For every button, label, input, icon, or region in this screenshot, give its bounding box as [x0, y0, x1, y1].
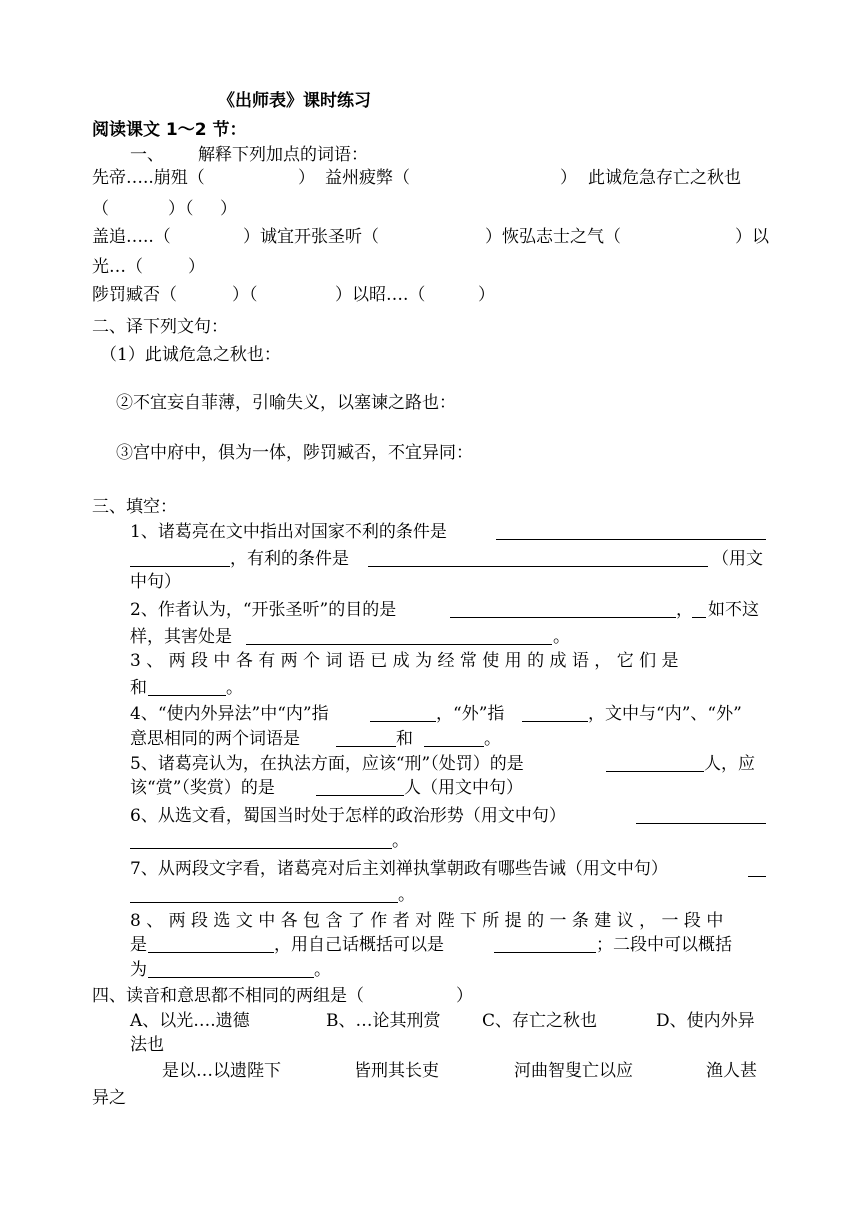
answer-blank[interactable]	[148, 673, 226, 696]
part3-q4-text4: 意思相同的两个词语是	[130, 729, 300, 749]
part1-row4	[0, 252, 860, 282]
part4-heading-close: ）	[456, 986, 473, 1006]
part3-q8-end: 。	[314, 960, 331, 980]
part4-row4	[0, 1083, 860, 1113]
answer-blank[interactable]	[336, 724, 396, 747]
answer-blank[interactable]	[148, 930, 274, 953]
answer-blank[interactable]	[636, 801, 766, 824]
option-c-pair: 河曲智叟亡以应	[514, 1061, 633, 1081]
part1-row3-item3: ）恢弘志士之气（	[485, 227, 621, 247]
part3-q8-as: 为	[130, 960, 147, 980]
part3-q2-text3: 样，其害处是	[130, 627, 232, 647]
part1-row5-item1: 陟罚臧否（	[92, 285, 177, 305]
part3-q7-text: 7、从两段文字看，诸葛亮对后主刘禅执掌朝政有哪些告诫（用文中句）	[130, 859, 668, 879]
part4-heading: 四、读音和意思都不相同的两组是（	[92, 986, 364, 1006]
part2-q3: ③宫中府中，俱为一体，陟罚臧否，不宜异同：	[116, 443, 473, 463]
option-c: C、存亡之秋也	[482, 1011, 598, 1031]
section-intro: 阅读课文 1～2 节：	[92, 120, 247, 140]
option-d-pair: 渔人甚	[706, 1061, 757, 1081]
part2-q2: ②不宜妄自菲薄，引喻失义，以塞谏之路也：	[116, 393, 456, 413]
part1-row1	[0, 163, 860, 193]
part3-q5-text2: 人，应	[704, 754, 755, 774]
part1-row3-item2: ）诚宜开张圣听（	[243, 227, 379, 247]
part1-row1-close1: ）	[298, 168, 315, 188]
page-title: 《出师表》课时练习	[218, 91, 371, 111]
part3-q1-text: 1、诸葛亮在文中指出对国家不利的条件是	[130, 522, 447, 542]
part2-q2-line	[0, 388, 860, 418]
answer-blank[interactable]	[748, 854, 766, 877]
part3-q6-text: 6、从选文看，蜀国当时处于怎样的政治形势（用文中句）	[130, 806, 566, 826]
part3-q2-text2: 如不这	[708, 600, 759, 620]
part3-q3-text: 3 、 两 段 中 各 有 两 个 词 语 已 成 为 经 常 使 用 的 成 语 ， 它 们 是	[130, 651, 679, 671]
part3-q2-comma: ，	[676, 600, 693, 620]
answer-blank[interactable]	[606, 749, 704, 772]
answer-blank[interactable]	[130, 826, 392, 849]
option-d-pair-cont: 异之	[92, 1088, 126, 1108]
part3-q4-end: 。	[484, 729, 501, 749]
part3-q4-text3: ，文中与“内”、“外”	[588, 704, 742, 724]
part1-row2	[0, 194, 860, 224]
answer-blank[interactable]	[246, 622, 552, 645]
part1-row3-item4: ）以	[735, 227, 769, 247]
part1-row5-mid1: ）（	[232, 285, 258, 305]
part3-q1-text4: 中句）	[130, 572, 181, 592]
part3-q6-end: 。	[392, 831, 409, 851]
part3-q1-text2: ，有利的条件是	[230, 549, 349, 569]
option-a-pair: 是以…以遗陛下	[162, 1061, 281, 1081]
title-line	[0, 86, 860, 116]
answer-blank[interactable]	[424, 724, 484, 747]
part1-row1-item3: 此诚危急存亡之秋也	[588, 168, 741, 188]
part3-q3-and: 和	[130, 678, 147, 698]
part2-q1-line	[0, 340, 860, 370]
part1-row5-item2: ）以昭….（	[335, 285, 426, 305]
part3-q8-is: 是	[130, 935, 147, 955]
answer-blank[interactable]	[370, 699, 436, 722]
part3-q5-text: 5、诸葛亮认为，在执法方面，应该“刑”（处罚）的是	[130, 754, 524, 774]
part1-row2-mid: ）（	[168, 199, 194, 219]
part2-q1: （1）此诚危急之秋也：	[100, 345, 281, 365]
part3-q5-text4: 人（用文中句）	[404, 778, 523, 798]
part1-row3-item1: 盖追…..（	[92, 227, 171, 247]
part3-q5-text3: 该“赏”（奖赏）的是	[130, 778, 275, 798]
part1-row1-item2: 益州疲弊（	[325, 168, 410, 188]
part3-heading: 三、填空：	[92, 497, 177, 517]
part1-row5	[0, 280, 860, 310]
answer-blank[interactable]	[130, 544, 230, 567]
part3-q3-line1	[0, 646, 860, 676]
part3-q4-and: 和	[396, 729, 413, 749]
part1-row1-close2: ）	[560, 168, 577, 188]
answer-blank[interactable]	[368, 544, 708, 567]
part3-q4-text2: ，“外”指	[436, 704, 505, 724]
answer-blank[interactable]	[148, 955, 314, 978]
answer-blank[interactable]	[450, 595, 676, 618]
part3-q2-line1	[0, 595, 860, 625]
part3-q2-end: 。	[553, 627, 570, 647]
part2-heading-line	[0, 312, 860, 342]
part1-row2-open: （	[92, 199, 109, 219]
part3-q2-text: 2、作者认为，“开张圣听”的目的是	[130, 600, 397, 620]
part3-q4-text: 4、“使内外异法”中“内”指	[130, 704, 329, 724]
answer-blank[interactable]	[692, 595, 706, 618]
part1-row4-item1: 光…（	[92, 257, 143, 277]
option-a: A、以光….遗德	[130, 1011, 250, 1031]
part1-heading-text: 解释下列加点的词语：	[198, 145, 368, 165]
part1-row3	[0, 222, 860, 252]
part3-q7-end: 。	[398, 885, 415, 905]
part3-q5-line2	[0, 773, 860, 803]
option-d: D、使内外异	[656, 1011, 755, 1031]
part2-heading: 二、译下列文句：	[92, 317, 228, 337]
part3-q1-line3	[0, 567, 860, 597]
part1-row1-item1: 先帝…..崩殂（	[92, 168, 205, 188]
option-d-cont: 法也	[130, 1035, 164, 1055]
part3-q8-text3: ；二段中可以概括	[596, 935, 732, 955]
part1-row5-close: ）	[478, 285, 495, 305]
option-b: B、…论其刑赏	[326, 1011, 441, 1031]
part1-row2-close: ）	[220, 199, 237, 219]
part3-q8-text: 8 、 两 段 选 文 中 各 包 含 了 作 者 对 陛 下 所 提 的 一 条 建 议 ， 一 段 中	[130, 911, 724, 931]
answer-blank[interactable]	[494, 930, 596, 953]
part1-row4-close: ）	[188, 257, 205, 277]
part3-q1-line1	[0, 517, 860, 547]
part3-q1-text3: （用文	[712, 549, 763, 569]
part1-heading-num: 一、	[130, 145, 164, 165]
option-b-pair: 皆刑其长吏	[354, 1061, 439, 1081]
part3-q3-end: 。	[226, 678, 243, 698]
part4-row3	[0, 1056, 860, 1086]
answer-blank[interactable]	[496, 517, 766, 540]
part3-q6-line2	[0, 826, 860, 856]
part3-q8-text2: ，用自己话概括可以是	[274, 935, 444, 955]
answer-blank[interactable]	[130, 880, 398, 903]
answer-blank[interactable]	[316, 773, 404, 796]
answer-blank[interactable]	[522, 699, 588, 722]
part2-q3-line	[0, 438, 860, 468]
